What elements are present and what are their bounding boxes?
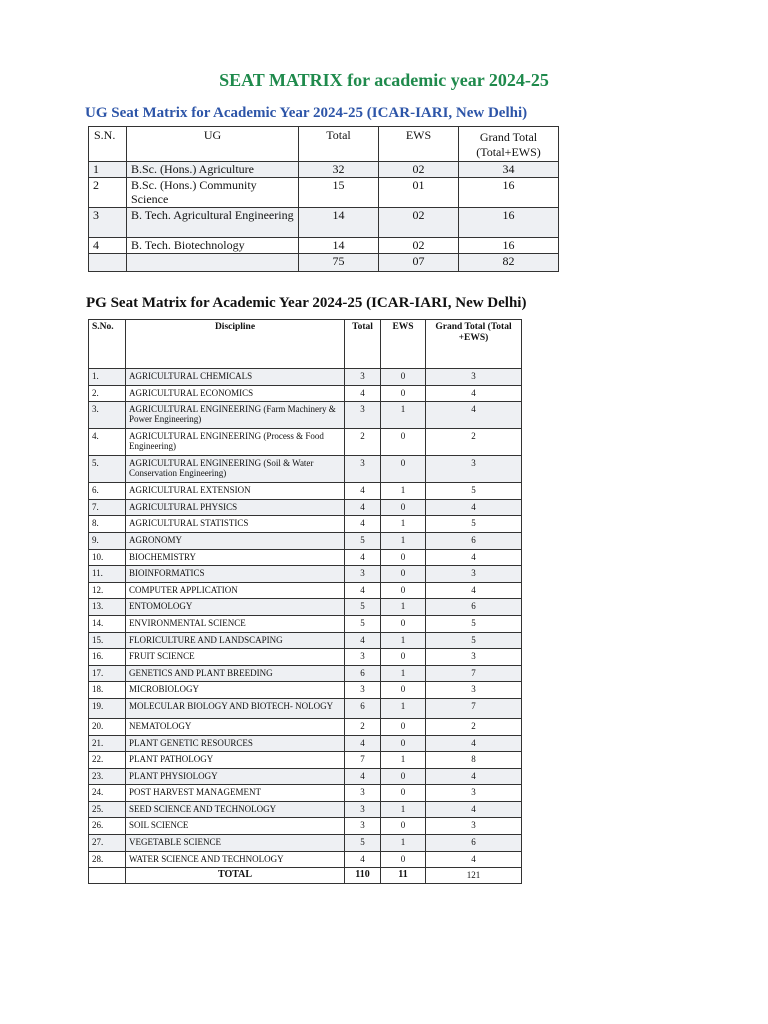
pg-table-row — [89, 429, 522, 456]
pg-total-cell: 3 — [345, 566, 381, 583]
pg-grand-cell: 4 — [426, 735, 522, 752]
pg-discipline-cell: MOLECULAR BIOLOGY AND BIOTECH- NOLOGY — [126, 698, 345, 718]
pg-grand-cell: 5 — [426, 615, 522, 632]
pg-ews-cell: 0 — [381, 851, 426, 868]
pg-discipline-cell: GENETICS AND PLANT BREEDING — [126, 665, 345, 682]
pg-sn-cell: 7. — [89, 499, 126, 516]
pg-sn-cell: 11. — [89, 566, 126, 583]
pg-table-row — [89, 735, 522, 752]
pg-discipline-cell: FRUIT SCIENCE — [126, 649, 345, 666]
pg-table-row — [89, 698, 522, 718]
ug-program-cell: B.Sc. (Hons.) Agriculture — [127, 162, 299, 178]
ug-grand-cell: 16 — [459, 208, 559, 238]
pg-total-cell: 5 — [345, 615, 381, 632]
pg-grand-cell: 3 — [426, 818, 522, 835]
ug-program-cell: B. Tech. Biotechnology — [127, 238, 299, 254]
pg-discipline-cell: ENTOMOLOGY — [126, 599, 345, 616]
pg-sn-cell: 3. — [89, 402, 126, 429]
pg-total-cell: 5 — [345, 599, 381, 616]
pg-ews-cell: 0 — [381, 785, 426, 802]
pg-total-cell: 4 — [345, 582, 381, 599]
pg-total-cell: 4 — [345, 516, 381, 533]
ug-sum-grand-cell: 82 — [459, 254, 559, 272]
pg-sn-cell: 1. — [89, 369, 126, 386]
pg-discipline-cell: PLANT GENETIC RESOURCES — [126, 735, 345, 752]
pg-ews-cell: 1 — [381, 483, 426, 500]
pg-ews-cell: 0 — [381, 768, 426, 785]
pg-table-row — [89, 582, 522, 599]
pg-header-discipline: Discipline — [126, 320, 345, 369]
pg-total-cell: 3 — [345, 369, 381, 386]
ug-sn-cell: 1 — [89, 162, 127, 178]
pg-table-row — [89, 752, 522, 769]
pg-discipline-cell: AGRICULTURAL EXTENSION — [126, 483, 345, 500]
pg-total-cell: 2 — [345, 429, 381, 456]
pg-grand-cell: 6 — [426, 835, 522, 852]
ug-header-ews: EWS — [379, 127, 459, 162]
pg-table-row — [89, 499, 522, 516]
ug-ews-cell: 02 — [379, 208, 459, 238]
pg-ews-cell: 0 — [381, 549, 426, 566]
pg-total-cell: 3 — [345, 456, 381, 483]
pg-grand-cell: 6 — [426, 532, 522, 549]
pg-header-sn: S.No. — [89, 320, 126, 369]
pg-discipline-cell: PLANT PHYSIOLOGY — [126, 768, 345, 785]
pg-total-cell: 3 — [345, 801, 381, 818]
ug-seat-table — [88, 126, 559, 272]
pg-grand-cell: 4 — [426, 582, 522, 599]
pg-sn-cell: 23. — [89, 768, 126, 785]
pg-sn-cell: 9. — [89, 532, 126, 549]
ug-section-heading: UG Seat Matrix for Academic Year 2024-25 (ICAR-IARI, New Delhi) — [85, 105, 528, 121]
pg-grand-cell: 5 — [426, 483, 522, 500]
pg-grand-cell: 3 — [426, 369, 522, 386]
pg-table-row — [89, 369, 522, 386]
pg-discipline-cell: SEED SCIENCE AND TECHNOLOGY — [126, 801, 345, 818]
pg-ews-cell: 1 — [381, 698, 426, 718]
pg-discipline-cell: AGRICULTURAL CHEMICALS — [126, 369, 345, 386]
pg-ews-cell: 1 — [381, 665, 426, 682]
pg-table-row — [89, 566, 522, 583]
ug-total-name-cell — [127, 254, 299, 272]
pg-ews-cell: 0 — [381, 818, 426, 835]
pg-discipline-cell: SOIL SCIENCE — [126, 818, 345, 835]
pg-sn-cell: 20. — [89, 718, 126, 735]
ug-program-cell: B. Tech. Agricultural Engineering — [127, 208, 299, 238]
pg-sum-total-cell: 110 — [345, 868, 381, 884]
pg-discipline-cell: AGRONOMY — [126, 532, 345, 549]
pg-total-cell: 4 — [345, 385, 381, 402]
pg-table-row — [89, 516, 522, 533]
ug-table-row — [89, 238, 559, 254]
ug-table-row — [89, 178, 559, 208]
pg-grand-cell: 5 — [426, 516, 522, 533]
pg-discipline-cell: VEGETABLE SCIENCE — [126, 835, 345, 852]
pg-grand-cell: 4 — [426, 801, 522, 818]
pg-grand-cell: 5 — [426, 632, 522, 649]
pg-discipline-cell: AGRICULTURAL ENGINEERING (Process & Food Engineering) — [126, 429, 345, 456]
pg-ews-cell: 0 — [381, 682, 426, 699]
pg-sn-cell: 10. — [89, 549, 126, 566]
pg-ews-cell: 0 — [381, 615, 426, 632]
pg-table-row — [89, 818, 522, 835]
pg-total-cell: 3 — [345, 402, 381, 429]
pg-table-row — [89, 851, 522, 868]
ug-sn-cell: 3 — [89, 208, 127, 238]
pg-discipline-cell: WATER SCIENCE AND TECHNOLOGY — [126, 851, 345, 868]
pg-sn-cell: 12. — [89, 582, 126, 599]
pg-total-cell: 4 — [345, 632, 381, 649]
pg-ews-cell: 1 — [381, 801, 426, 818]
pg-sn-cell: 17. — [89, 665, 126, 682]
ug-grand-cell: 16 — [459, 238, 559, 254]
pg-header-row — [89, 320, 522, 369]
ug-grand-cell: 16 — [459, 178, 559, 208]
pg-sn-cell: 19. — [89, 698, 126, 718]
pg-table-row — [89, 801, 522, 818]
pg-discipline-cell: AGRICULTURAL STATISTICS — [126, 516, 345, 533]
pg-ews-cell: 0 — [381, 582, 426, 599]
pg-table-row — [89, 483, 522, 500]
pg-discipline-cell: AGRICULTURAL ENGINEERING (Soil & Water Conservation Engineering) — [126, 456, 345, 483]
ug-sum-total-cell: 75 — [299, 254, 379, 272]
pg-ews-cell: 0 — [381, 566, 426, 583]
ug-ews-cell: 01 — [379, 178, 459, 208]
pg-total-cell: 4 — [345, 735, 381, 752]
ug-header-sn: S.N. — [89, 127, 127, 162]
pg-total-cell: 3 — [345, 682, 381, 699]
pg-header-ews: EWS — [381, 320, 426, 369]
pg-grand-cell: 4 — [426, 385, 522, 402]
pg-grand-cell: 3 — [426, 682, 522, 699]
ug-sn-cell: 4 — [89, 238, 127, 254]
pg-ews-cell: 1 — [381, 599, 426, 616]
pg-grand-cell: 2 — [426, 429, 522, 456]
pg-table-row — [89, 549, 522, 566]
pg-ews-cell: 1 — [381, 402, 426, 429]
pg-total-cell: 7 — [345, 752, 381, 769]
pg-table-row — [89, 785, 522, 802]
pg-total-cell: 3 — [345, 649, 381, 666]
pg-sn-cell: 22. — [89, 752, 126, 769]
ug-ews-cell: 02 — [379, 162, 459, 178]
pg-header-grand-total: Grand Total (Total +EWS) — [426, 320, 522, 369]
pg-ews-cell: 1 — [381, 752, 426, 769]
ug-header-row — [89, 127, 559, 162]
pg-discipline-cell: COMPUTER APPLICATION — [126, 582, 345, 599]
pg-total-cell: 5 — [345, 835, 381, 852]
pg-table-row — [89, 402, 522, 429]
pg-table-row — [89, 768, 522, 785]
pg-table-row — [89, 456, 522, 483]
ug-sum-ews-cell: 07 — [379, 254, 459, 272]
pg-sn-cell: 28. — [89, 851, 126, 868]
pg-total-cell: 2 — [345, 718, 381, 735]
pg-grand-cell: 4 — [426, 768, 522, 785]
pg-discipline-cell: ENVIRONMENTAL SCIENCE — [126, 615, 345, 632]
pg-grand-cell: 4 — [426, 499, 522, 516]
ug-total-cell: 32 — [299, 162, 379, 178]
pg-sn-cell: 24. — [89, 785, 126, 802]
pg-ews-cell: 1 — [381, 632, 426, 649]
pg-seat-table — [88, 319, 522, 884]
pg-sum-grand-cell: 121 — [426, 868, 522, 884]
pg-grand-cell: 3 — [426, 456, 522, 483]
pg-discipline-cell: POST HARVEST MANAGEMENT — [126, 785, 345, 802]
pg-ews-cell: 0 — [381, 369, 426, 386]
pg-total-cell: 4 — [345, 499, 381, 516]
ug-grand-cell: 34 — [459, 162, 559, 178]
pg-ews-cell: 0 — [381, 735, 426, 752]
pg-sn-cell: 5. — [89, 456, 126, 483]
pg-sn-cell: 6. — [89, 483, 126, 500]
pg-grand-cell: 4 — [426, 402, 522, 429]
ug-header-grand-total: Grand Total (Total+EWS) — [459, 127, 559, 162]
ug-total-row — [89, 254, 559, 272]
pg-discipline-cell: AGRICULTURAL PHYSICS — [126, 499, 345, 516]
pg-sn-cell: 26. — [89, 818, 126, 835]
pg-total-cell: 4 — [345, 549, 381, 566]
pg-total-cell: 6 — [345, 698, 381, 718]
pg-total-cell: 5 — [345, 532, 381, 549]
pg-discipline-cell: MICROBIOLOGY — [126, 682, 345, 699]
pg-sn-cell: 15. — [89, 632, 126, 649]
pg-table-row — [89, 615, 522, 632]
pg-table-row — [89, 718, 522, 735]
ug-total-cell: 14 — [299, 238, 379, 254]
pg-total-cell: 4 — [345, 851, 381, 868]
pg-table-row — [89, 532, 522, 549]
pg-grand-cell: 3 — [426, 785, 522, 802]
pg-discipline-cell: BIOCHEMISTRY — [126, 549, 345, 566]
pg-sn-cell: 21. — [89, 735, 126, 752]
pg-table-row — [89, 649, 522, 666]
pg-grand-cell: 3 — [426, 566, 522, 583]
ug-ews-cell: 02 — [379, 238, 459, 254]
pg-ews-cell: 0 — [381, 385, 426, 402]
pg-grand-cell: 2 — [426, 718, 522, 735]
ug-table-row — [89, 162, 559, 178]
pg-total-row — [89, 868, 522, 884]
pg-table-row — [89, 835, 522, 852]
pg-grand-cell: 7 — [426, 698, 522, 718]
pg-sum-ews-cell: 11 — [381, 868, 426, 884]
pg-total-cell: 4 — [345, 768, 381, 785]
pg-total-cell: 3 — [345, 818, 381, 835]
pg-table-row — [89, 665, 522, 682]
pg-discipline-cell: PLANT PATHOLOGY — [126, 752, 345, 769]
pg-table-row — [89, 385, 522, 402]
pg-ews-cell: 0 — [381, 429, 426, 456]
pg-grand-cell: 8 — [426, 752, 522, 769]
ug-table-row — [89, 208, 559, 238]
ug-program-cell: B.Sc. (Hons.) Community Science — [127, 178, 299, 208]
pg-ews-cell: 1 — [381, 532, 426, 549]
pg-grand-cell: 3 — [426, 649, 522, 666]
ug-total-cell: 14 — [299, 208, 379, 238]
pg-discipline-cell: BIOINFORMATICS — [126, 566, 345, 583]
pg-discipline-cell: AGRICULTURAL ECONOMICS — [126, 385, 345, 402]
pg-sn-cell: 25. — [89, 801, 126, 818]
pg-total-cell: 3 — [345, 785, 381, 802]
pg-sn-cell: 4. — [89, 429, 126, 456]
pg-grand-cell: 7 — [426, 665, 522, 682]
ug-sn-cell: 2 — [89, 178, 127, 208]
page-title: SEAT MATRIX for academic year 2024-25 — [219, 70, 549, 90]
pg-table-row — [89, 682, 522, 699]
pg-ews-cell: 1 — [381, 516, 426, 533]
pg-table-row — [89, 632, 522, 649]
pg-total-label-cell: TOTAL — [126, 868, 345, 884]
pg-total-cell: 6 — [345, 665, 381, 682]
pg-ews-cell: 0 — [381, 649, 426, 666]
pg-sn-cell: 27. — [89, 835, 126, 852]
pg-table-row — [89, 599, 522, 616]
pg-sn-cell: 13. — [89, 599, 126, 616]
ug-header-program: UG — [127, 127, 299, 162]
pg-ews-cell: 0 — [381, 456, 426, 483]
ug-header-total: Total — [299, 127, 379, 162]
pg-discipline-cell: FLORICULTURE AND LANDSCAPING — [126, 632, 345, 649]
pg-section-heading: PG Seat Matrix for Academic Year 2024-25 (ICAR-IARI, New Delhi) — [86, 295, 527, 311]
pg-grand-cell: 6 — [426, 599, 522, 616]
pg-discipline-cell: AGRICULTURAL ENGINEERING (Farm Machinery & Power Engineering) — [126, 402, 345, 429]
pg-sn-cell: 18. — [89, 682, 126, 699]
pg-ews-cell: 0 — [381, 499, 426, 516]
pg-ews-cell: 1 — [381, 835, 426, 852]
pg-sn-cell: 2. — [89, 385, 126, 402]
pg-header-total: Total — [345, 320, 381, 369]
ug-total-cell: 15 — [299, 178, 379, 208]
pg-discipline-cell: NEMATOLOGY — [126, 718, 345, 735]
pg-grand-cell: 4 — [426, 549, 522, 566]
pg-ews-cell: 0 — [381, 718, 426, 735]
pg-grand-cell: 4 — [426, 851, 522, 868]
pg-total-cell: 4 — [345, 483, 381, 500]
pg-sn-cell: 8. — [89, 516, 126, 533]
ug-total-sn-cell — [89, 254, 127, 272]
pg-sn-cell: 14. — [89, 615, 126, 632]
pg-total-sn-cell — [89, 868, 126, 884]
pg-sn-cell: 16. — [89, 649, 126, 666]
